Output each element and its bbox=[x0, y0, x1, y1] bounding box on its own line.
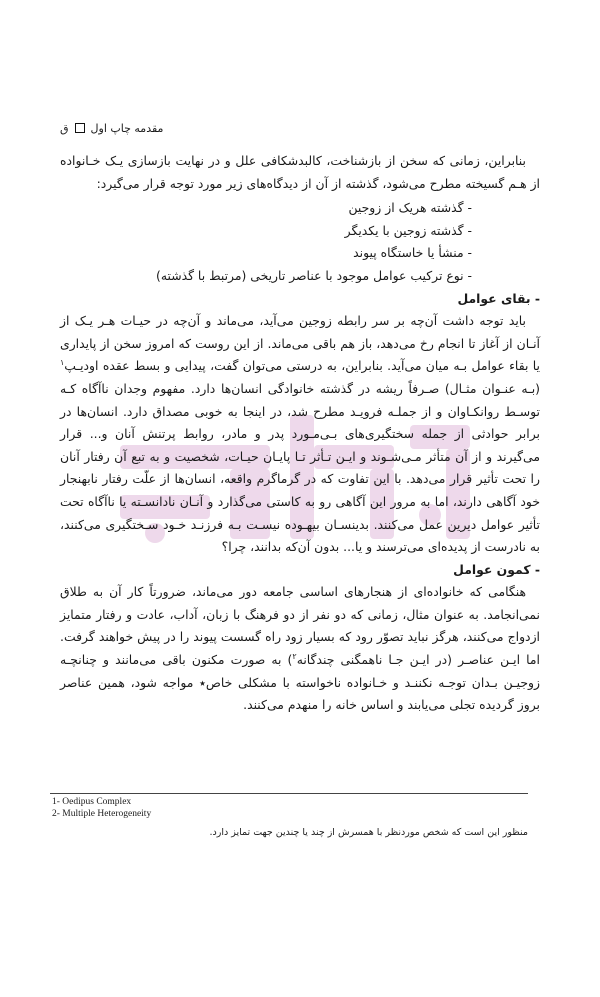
footnote-divider bbox=[50, 793, 528, 794]
paragraph-text: هنگامی که خانواده‌ای از هنجارهای اساسی جامعه دور می‌ماند، ضرورتاً کار آن به طلاق نمی‌انجامد. به عنوان مثال، زمانی که دو نفر از دو فرهنگ با زبان، آداب، عادت و رفتار متمایز ازدواج می‌کنند، هرگز نباید تصوّر رود که بسیار زود راه گسست پیوند را در پیش خواهند گرفت. اما ایـن عناصـر (در ایـن جـا ناهمگنی چندگانه bbox=[60, 584, 540, 668]
footnote-item: 1- Oedipus Complex bbox=[52, 797, 132, 807]
paragraph-text: باید توجه داشت آن‌چه بر سر رابطه زوجین می‌آید، می‌ماند و آن‌چه در حیـات هـر یـک از آنـان از آغاز تا انجام رخ می‌دهد، باز هم باقی می‌ماند. از این روست که امروز سخن از پایداری یا بقاء عوامل بـه میان می‌آید. بنابراین، به درستی می‌توان گفت، پیدایی و بسط عقده اودیـپ bbox=[60, 313, 540, 374]
section-paragraph-survival bbox=[60, 310, 540, 559]
footnote-item: 2- Multiple Heterogeneity bbox=[52, 809, 152, 819]
paragraph-text: ) به صورت مکنون باقی می‌مانند و چنانچـه زوجیـن بـدان توجـه نکننـد و خـانواده ناخواسته با مشکلی خاص٭ مواجه شود، همین عناصر بروز گردیده تجلی می‌یابند و اساس خانه را منهدم می‌کنند. bbox=[60, 652, 540, 713]
section-paragraph-latency bbox=[60, 581, 540, 717]
footnote-ref-1[interactable]: ۱ bbox=[60, 358, 65, 368]
list-item: - نوع ترکیب عوامل موجود با عناصر تاریخی (مرتبط با گذشته) bbox=[155, 267, 472, 283]
section-heading-latency: - کمون عوامل bbox=[453, 561, 540, 577]
footnotes-latin bbox=[52, 796, 352, 820]
intro-paragraph: بنابراین، زمانی که سخن از بازشناخت، کالبدشکافی علل و در نهایت بازسازی یـک خـانواده از هـم گسیخته مطرح می‌شود، گذشته از آن از دیدگاه‌های زیر مورد توجه قرار می‌گیرد: bbox=[60, 153, 540, 191]
list-item: - منشأ یا خاستگاه پیوند bbox=[353, 245, 472, 261]
section-heading-survival: - بقای عوامل bbox=[457, 290, 540, 306]
page-marker: ق bbox=[60, 121, 69, 135]
viewpoint-list bbox=[60, 197, 540, 287]
footnote-persian: منظور این است که شخص موردنظر با همسرش از چند یا چندین جهت تمایز دارد. bbox=[209, 827, 528, 838]
list-item: - گذشته هریک از زوجین bbox=[348, 200, 472, 216]
square-bullet-icon bbox=[75, 123, 85, 133]
paragraph-text: (بـه عنـوان مثـال) صـرفاً ریشه در گذشته خانوادگی انسان‌ها دارد. مفهوم وجدان ناآگاه کـه توسـط روانکـاوان و از جملـه فرویـد مطرح شد، در اینجا به خوبی مصداق دارد. انسان‌ها در برابر حوادثی از جمله سختگیری‌های بـی‌مـورد پدر و مادر، روابط پرتنش آنان و... قرار می‌گیرند و از آن متأثر مـی‌شـوند و ایـن تـأثر تـا پایـان حیـات، شخصیت و به تبع آن رفتار آنان را تحت تأثیر قرار می‌دهد. با این تفاوت که در گرماگرم واقعه، انسان‌ها از علّت رفتار نابهنجار خود آگاهی دارند، اما به مرور این آگاهی رو به کاستی می‌گذارد و آنـان نادانسـته یا ناآگاه تحت تأثیر عوامل دیرین عمل می‌کنند. بدینسـان بیهـوده نیسـت بـه فرزنـد خـود سـختگیری می‌کنند، به نادرست از پدیده‌ای می‌ترسند و یا... بدون آن‌که بدانند، چرا؟ bbox=[60, 380, 540, 555]
footnote-ref-2[interactable]: ۲ bbox=[292, 651, 297, 661]
page-body bbox=[60, 150, 540, 717]
list-item: - گذشته زوجین با یکدیگر bbox=[344, 222, 472, 238]
chapter-title: مقدمه چاپ اول bbox=[90, 121, 164, 135]
running-header bbox=[60, 118, 540, 138]
